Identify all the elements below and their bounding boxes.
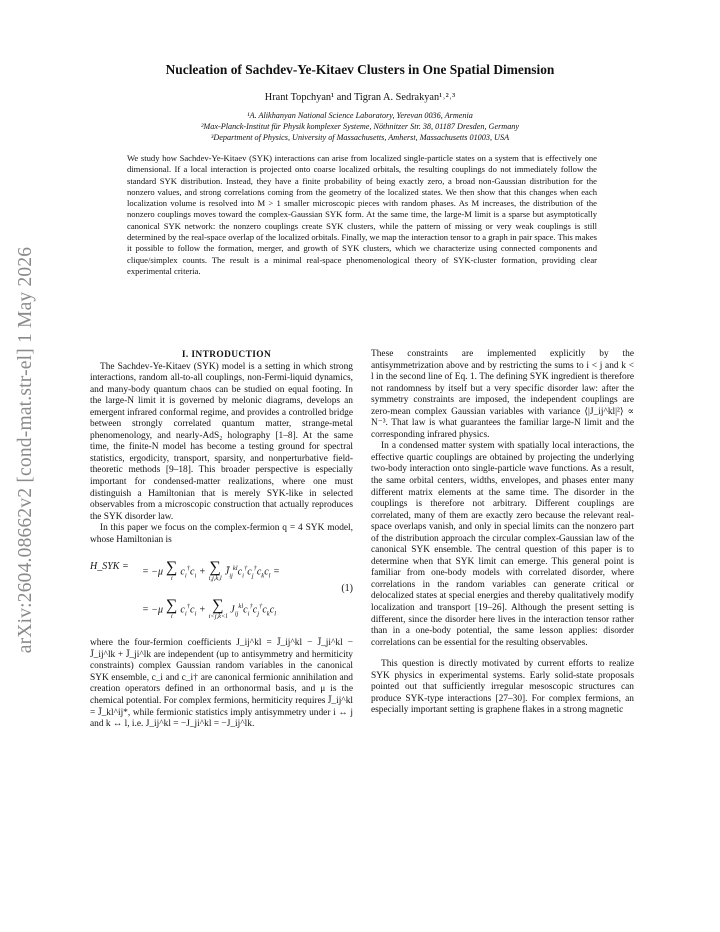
affiliation-3: ³Department of Physics, University of Massachusetts, Amherst, Massachusetts 01003, USA	[210, 133, 510, 142]
affiliation-1: ¹A. Alikhanyan National Science Laboratory, Yerevan 0036, Armenia	[247, 111, 473, 120]
paragraph: where the four-fermion coefficients J_ij^kl = J̄_ij^kl − J̄_ji^kl − J̄_ij^lk + J̄_ji^lk are independent (up to antisymmetry and hermiticity constraints) complex Gaussian random variables in the canonical SYK ensemble, c_i and c_i† are canonical fermionic annihilation and creation operators defined in an orthonormal basis, and μ is the chemical potential. For complex fermions, hermiticity requires J̄_ij^kl = J̄_kl^ij*, while fermionic statistics imply antisymmetry under i ↔ j and k ↔ l, i.e. J_ij^kl = −J_ji^kl = −J_ij^lk.	[90, 638, 353, 730]
equation-number: (1)	[341, 583, 353, 595]
paragraph: This question is directly motivated by current efforts to realize SYK physics in experimental systems. Early solid-state proposals pointed out that sufficiently irregular mesoscopic structures can produce SYK-type interactions [27–30]. For complex fermions, an especially important setting is graphene flakes in a strong magnetic	[371, 659, 634, 716]
paper-title: Nucleation of Sachdev-Ye-Kitaev Clusters in One Spatial Dimension	[165, 62, 555, 77]
right-column	[371, 349, 634, 717]
left-column	[90, 350, 353, 731]
arxiv-stamp: arXiv:2604.08662v2 [cond-mat.str-el] 1 May 2026	[15, 246, 36, 654]
equation-line-1: = −μ ∑ i $c_i^\dagger c_i$ + ∑ i,j,k,l $J̄_{ij}^{kl}c_i^\dagger c_j^\dagger c_kc_l$ =	[142, 559, 280, 583]
section-heading: I. INTRODUCTION	[181, 350, 272, 360]
equation-lhs: H_SYK =	[90, 561, 129, 573]
equation-1	[90, 555, 353, 629]
paragraph: These constraints are implemented explicitly by the antisymmetrization above and by restricting the sums to i < j and k < l in the second line of Eq. 1. The defining SYK ingredient is therefore not randomness by itself but a very specific disorder law: after the symmetry constraints are imposed, the independent couplings are zero-mean complex Gaussian variables with variance ⟨|J_ij^kl|²⟩ ∝ N⁻³. That law is what guarantees the familiar large-N limit and the corresponding infrared physics.	[371, 349, 634, 440]
paragraph: In a condensed matter system with spatially local interactions, the effective quartic couplings are obtained by projecting the underlying two-body interaction onto single-particle wave functions. As a result, the same orbital centers, widths, envelopes, and phases enter many different matrix elements at the same time. The disorder in the couplings is therefore not arbitrary. Different couplings are correlated, many of them are exactly zero because the relevant real-space overlaps vanish, and only in special limits can the nonzero part of the distribution approach the circular complex-Gaussian law of the canonical SYK ensemble. The central question of this paper is to determine when that SYK limit can emerge. This general point is familiar from one-body models with correlated disorder, where correlations in the random variables can generate critical or delocalized states at special energies and thereby qualitatively modify localization and transport [19–26]. Although the present setting is different, since the disorder here lives in the interaction tensor rather than in a one-body potential, the same lesson applies: disorder correlations can be essential for the resulting observables.	[371, 441, 634, 648]
paragraph: The Sachdev-Ye-Kitaev (SYK) model is a setting in which strong interactions, random all-to-all couplings, non-Fermi-liquid dynamics, and many-body quantum chaos can be studied on equal footing. In the large-N limit it is governed by melonic diagrams, develops an emergent infrared conformal regime, and provides a controlled bridge between strongly correlated quantum matter, strange-metal phenomenology, and nearly-AdS₂ holography [1–8]. At the same time, the finite-N model has become a testing ground for spectral statistics, ergodicity, transport, sparsity, and nonperturbative field-theoretic methods [9–18]. This broader perspective is especially important for condensed-matter realizations, where one must distinguish a Hamiltonian that is merely SYK-like in selected observables from a microscopic construction that actually reproduces the SYK disorder law.	[90, 361, 353, 522]
authors: Hrant Topchyan¹ and Tigran A. Sedrakyan¹˒²˒³	[264, 92, 456, 103]
equation-line-2: = −μ ∑ i $c_i^\dagger c_i$ + ∑ i<j,k<l $J_{ij}^{kl}c_i^\dagger c_j^\dagger c_kc_l$	[142, 597, 277, 621]
paragraph: In this paper we focus on the complex-fermion q = 4 SYK model, whose Hamiltonian is	[90, 523, 353, 545]
abstract: We study how Sachdev-Ye-Kitaev (SYK) interactions can arise from localized single-particle states on a system that is effectively one dimensional. If a local interaction is projected onto coarse localized orbitals, the resulting couplings do not immediately follow the standard SYK distribution. Instead, they have a finite probability of being exactly zero, a broad non-Gaussian distribution for the nonzero values, and strong correlations coming from the geometry of the localized states. We then show that this changes when each localization volume is resolved into M > 1 smaller microscopic pieces with random phases. As M increases, the distribution of the nonzero couplings moves toward the complex-Gaussian SYK form. At the same time, the large-M limit is a sparse but asymptotically canonical SYK network: the nonzero couplings create SYK clusters, while the pattern of missing or very weak couplings is still determined by the real-space overlap of the localized orbitals. Finally, we map the interaction tensor to a graph in pair space. This makes it possible to follow the formation, merger, and growth of SYK clusters, which we characterize using connected components and clique/simplex counts. The result is a minimal real-space phenomenological theory of SYK-cluster formation, providing clear experimental criteria.	[127, 153, 597, 276]
affiliation-2: ²Max-Planck-Institut für Physik komplexer Systeme, Nöthnitzer Str. 38, 01187 Dresden, Germany	[200, 122, 520, 131]
